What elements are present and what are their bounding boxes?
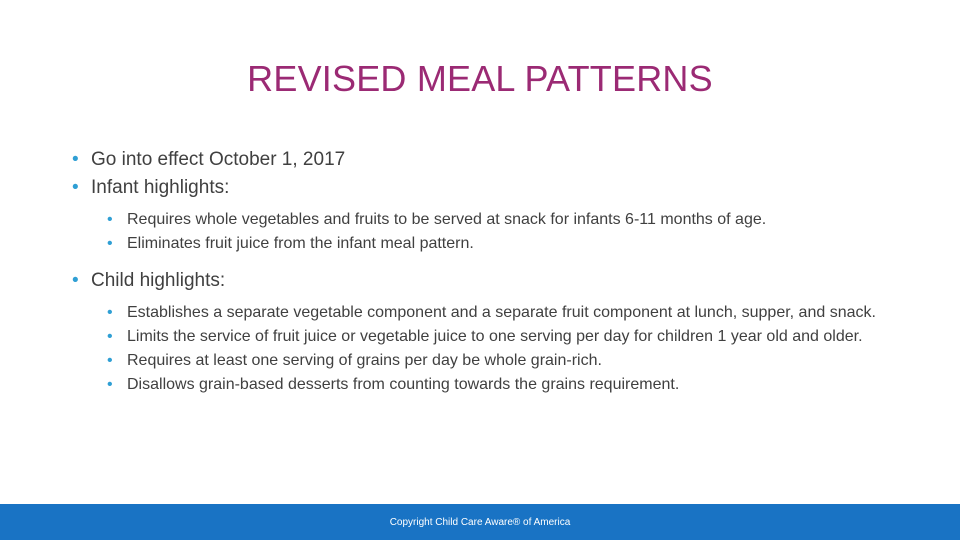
bullet-effective-date: • Go into effect October 1, 2017	[72, 146, 912, 174]
slide-title: REVISED MEAL PATTERNS	[247, 58, 713, 99]
footer-bar	[0, 504, 960, 540]
infant-item: • Eliminates fruit juice from the infant meal pattern.	[107, 233, 912, 255]
child-item: • Requires at least one serving of grains per day be whole grain-rich.	[107, 350, 912, 372]
copyright-text: Copyright Child Care Aware® of America	[389, 516, 571, 528]
bullet-child-highlights: • Child highlights:	[72, 267, 912, 295]
child-sub-list	[107, 302, 912, 396]
bullet-list	[72, 146, 912, 402]
child-item: • Establishes a separate vegetable component and a separate fruit component at lunch, supper, and snack.	[107, 302, 912, 324]
child-item: • Disallows grain-based desserts from counting towards the grains requirement.	[107, 374, 912, 396]
child-item: • Limits the service of fruit juice or vegetable juice to one serving per day for children 1 year old and older.	[107, 326, 912, 348]
infant-sub-list	[107, 209, 912, 255]
bullet-infant-highlights: • Infant highlights:	[72, 174, 912, 202]
infant-item: • Requires whole vegetables and fruits to be served at snack for infants 6-11 months of age.	[107, 209, 912, 231]
